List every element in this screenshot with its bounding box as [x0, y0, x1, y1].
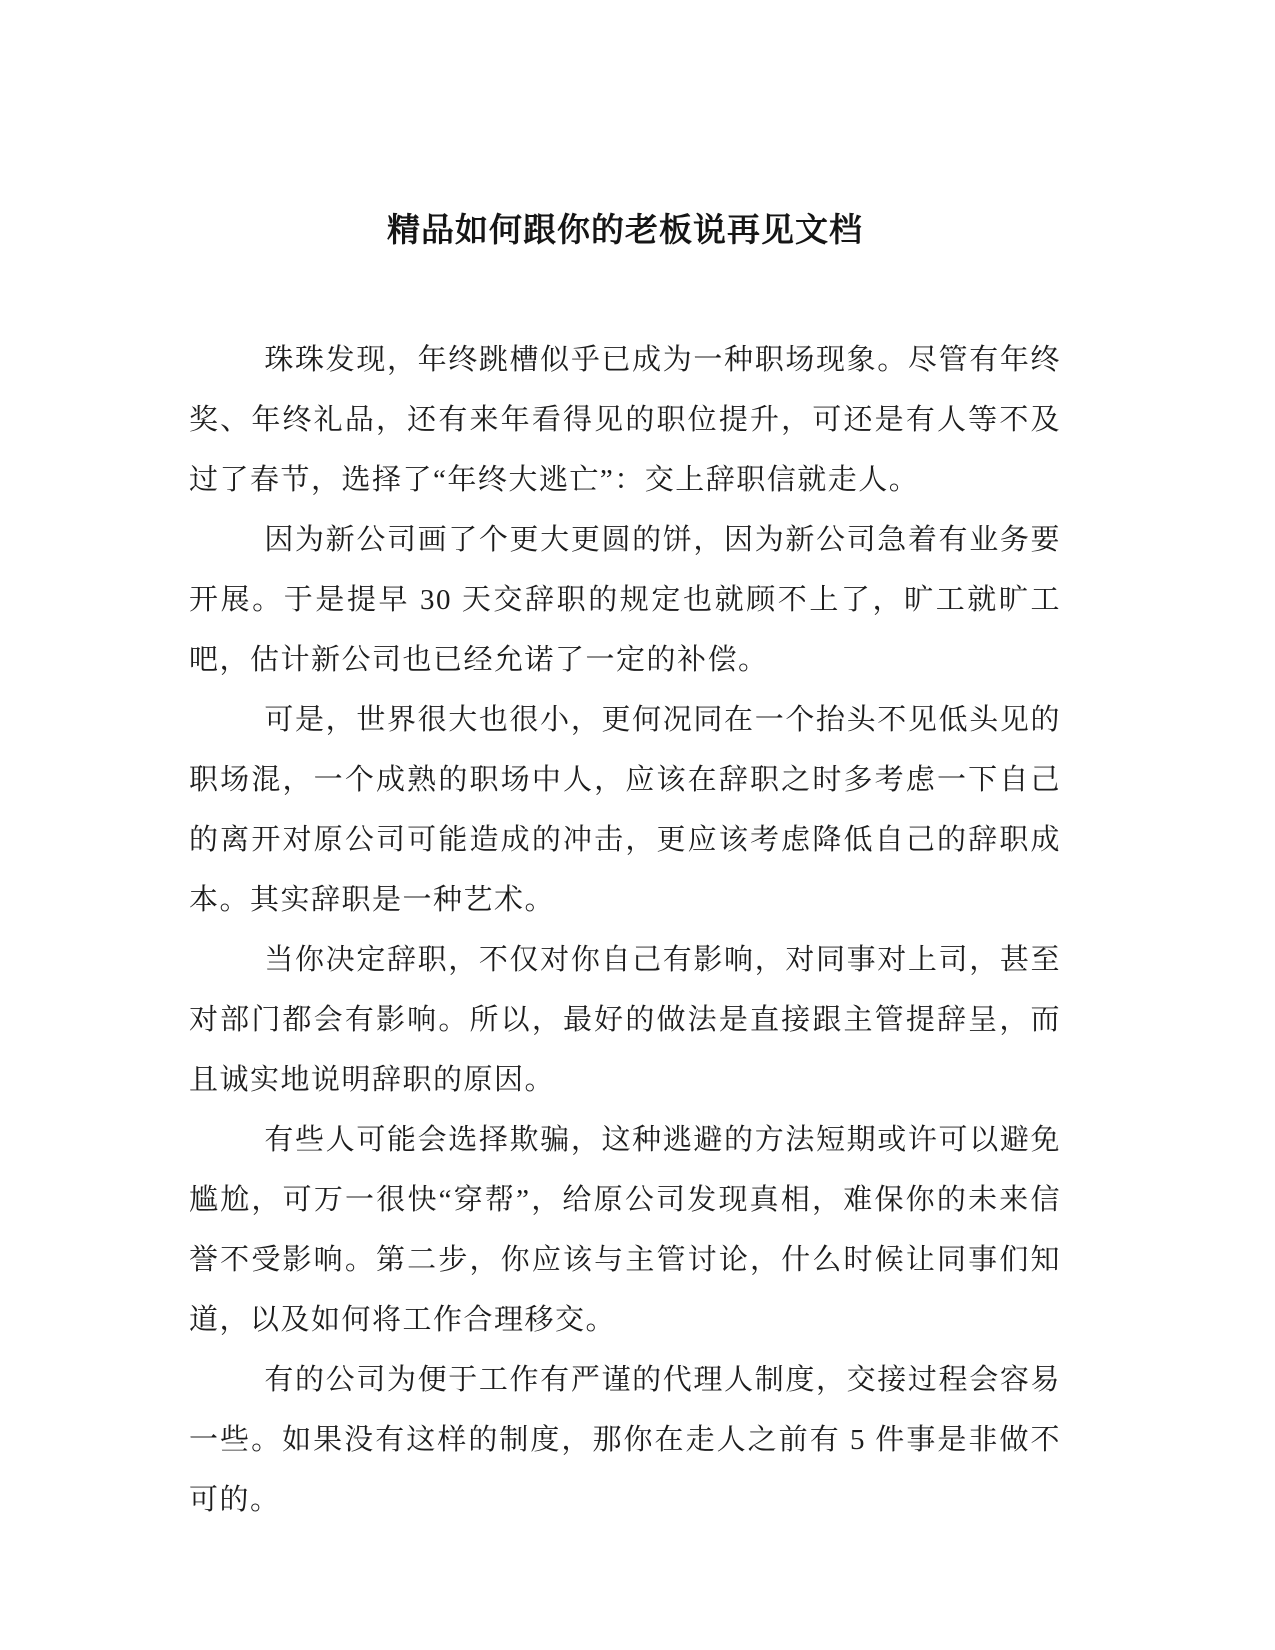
document-content [189, 196, 1061, 1530]
paragraph: 因为新公司画了个更大更圆的饼，因为新公司急着有业务要开展。于是提早 30 天交辞职的规定也就顾不上了，旷工就旷工吧，估计新公司也已经允诺了一定的补偿。 [189, 524, 1061, 676]
paragraph: 可是，世界很大也很小，更何况同在一个抬头不见低头见的职场混，一个成熟的职场中人，应该在辞职之时多考虑一下自己的离开对原公司可能造成的冲击，更应该考虑降低自己的辞职成本。其实辞职是一种艺术。 [189, 704, 1061, 916]
document-title: 精品如何跟你的老板说再见文档 [387, 211, 863, 248]
paragraph: 有些人可能会选择欺骗，这种逃避的方法短期或许可以避免尴尬，可万一很快“穿帮”，给原公司发现真相，难保你的未来信誉不受影响。第二步，你应该与主管讨论，什么时候让同事们知道，以及如何将工作合理移交。 [189, 1124, 1061, 1336]
document-body [189, 330, 1061, 1530]
paragraph: 珠珠发现，年终跳槽似乎已成为一种职场现象。尽管有年终奖、年终礼品，还有来年看得见的职位提升，可还是有人等不及过了春节，选择了“年终大逃亡”：交上辞职信就走人。 [189, 344, 1061, 496]
paragraph: 有的公司为便于工作有严谨的代理人制度，交接过程会容易一些。如果没有这样的制度，那你在走人之前有 5 件事是非做不可的。 [189, 1364, 1061, 1516]
paragraph: 当你决定辞职，不仅对你自己有影响，对同事对上司，甚至对部门都会有影响。所以，最好的做法是直接跟主管提辞呈，而且诚实地说明辞职的原因。 [189, 944, 1061, 1096]
